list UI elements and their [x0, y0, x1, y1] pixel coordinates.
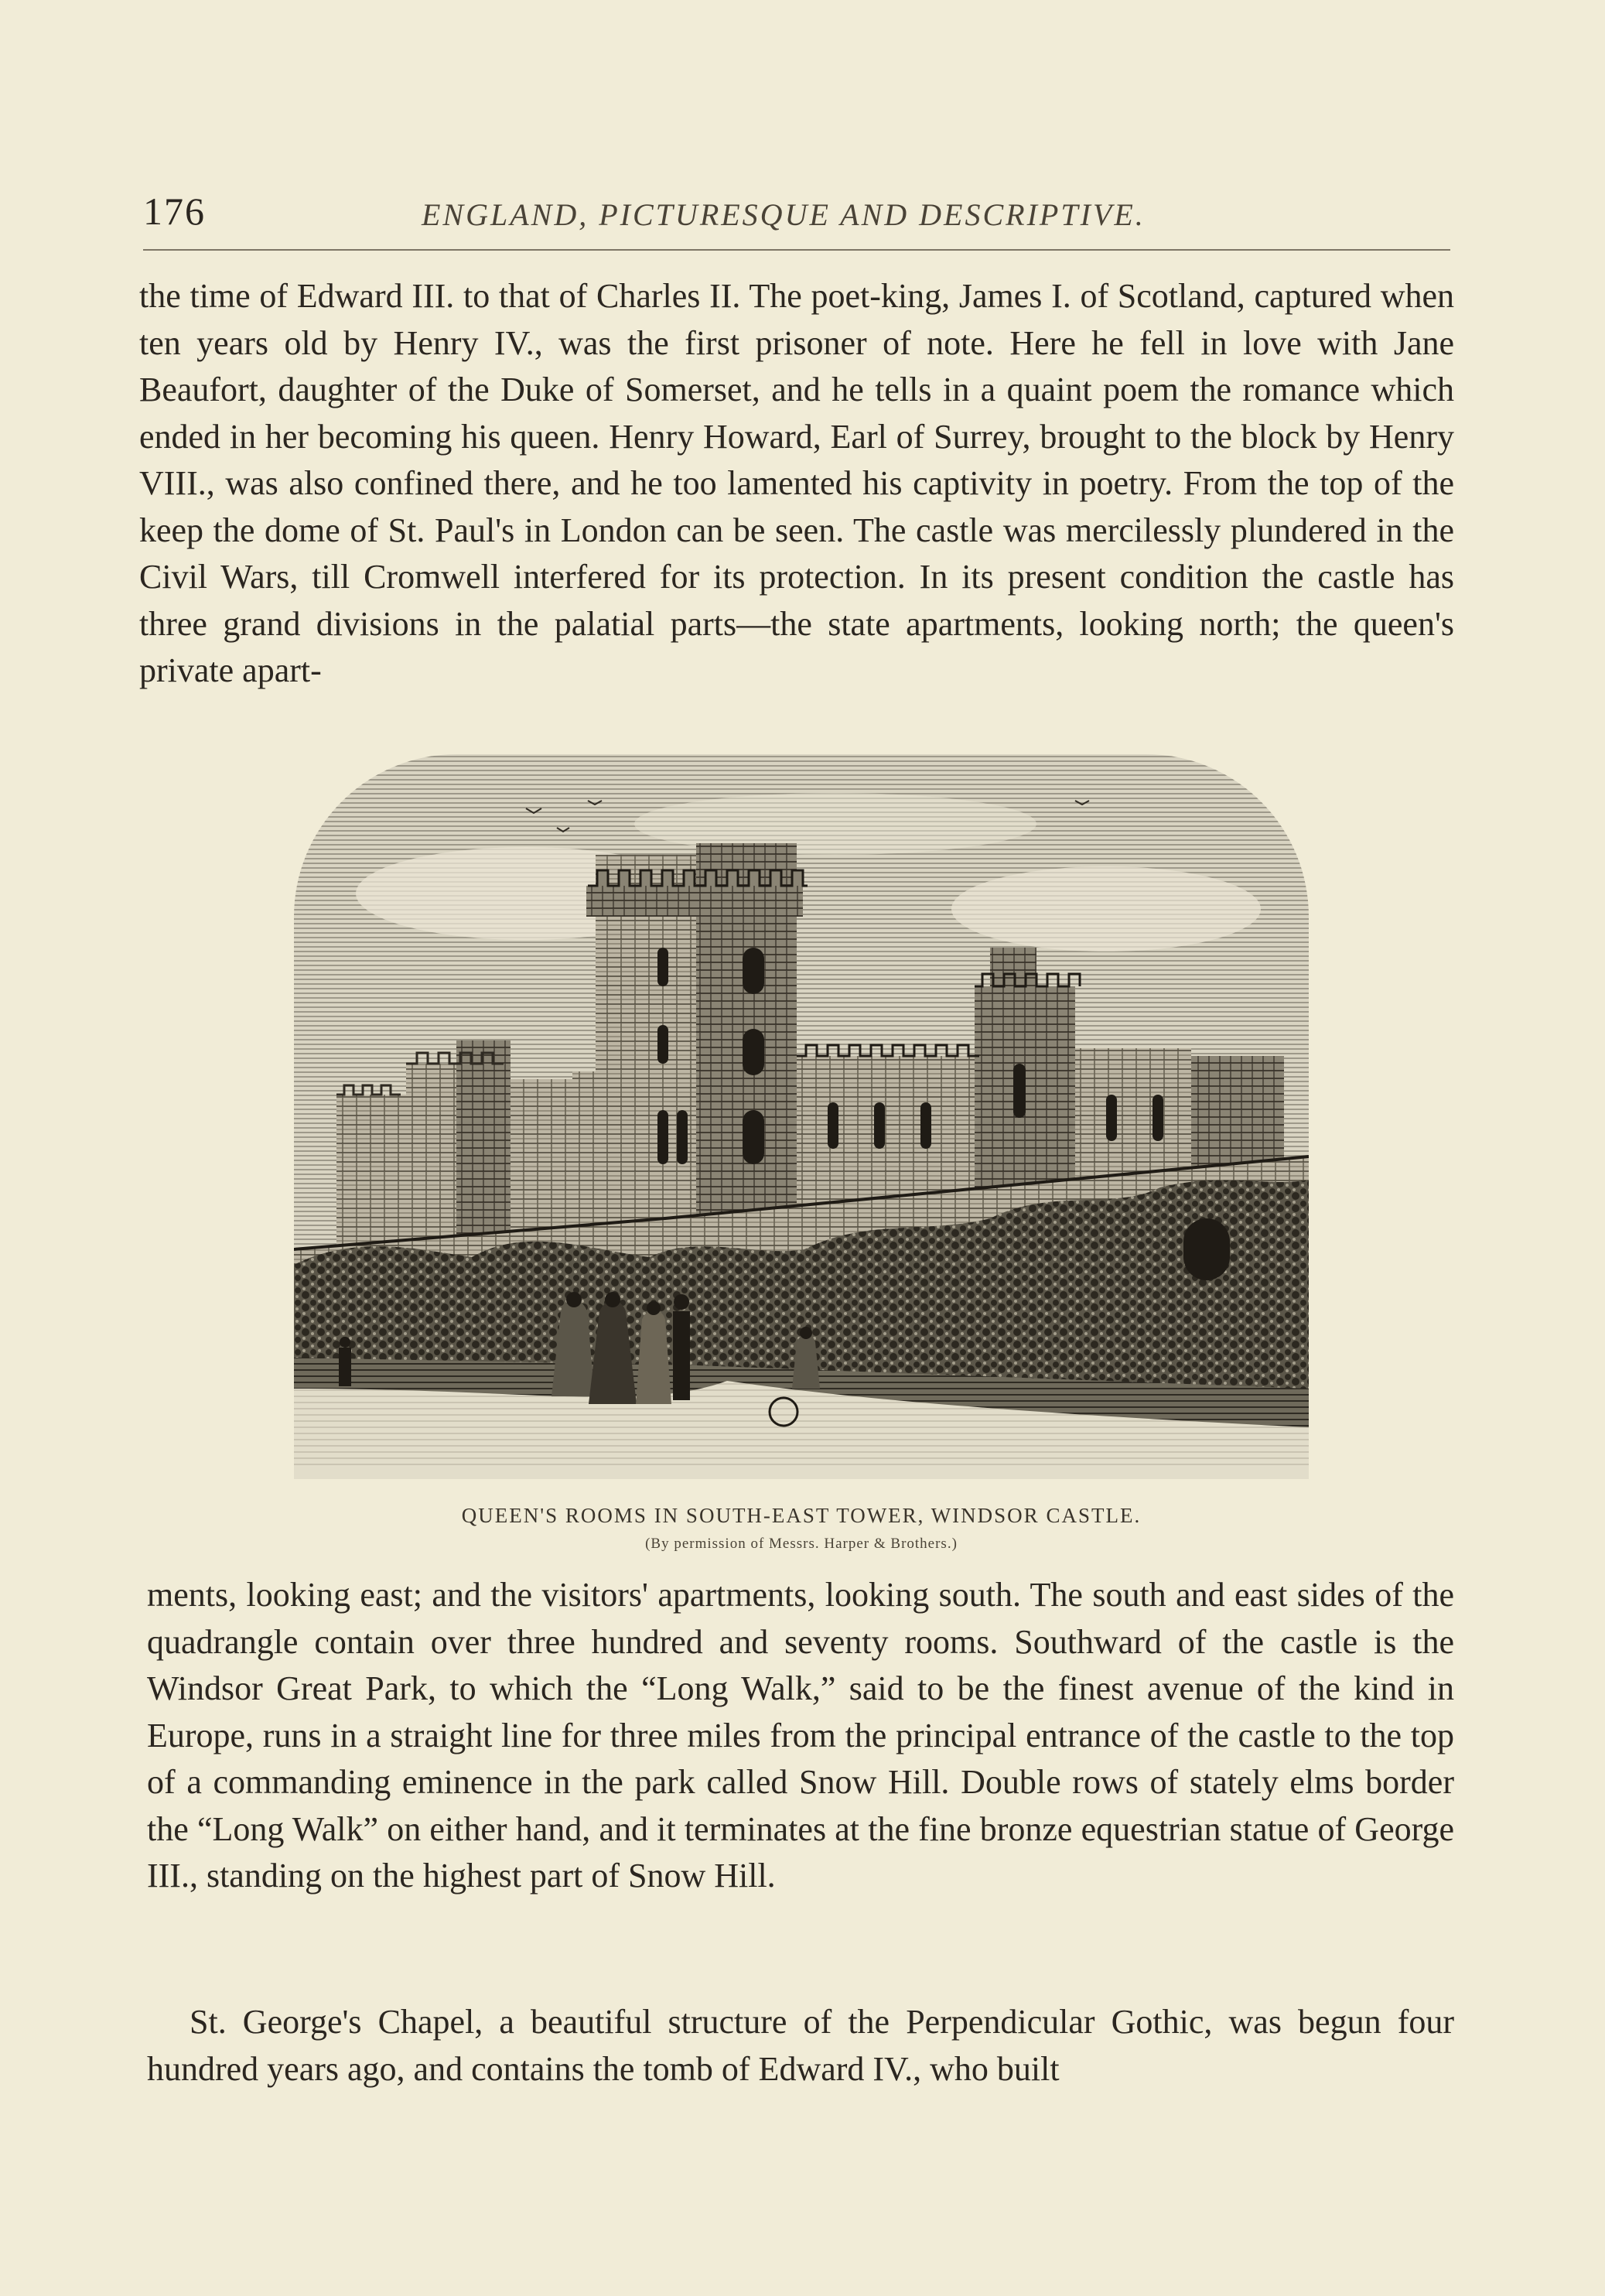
paragraph-2: ments, looking east; and the visitors' apartments, looking south. The south and east sides of the quadrangle contain over three hundred and seventy rooms. Southward of the castle is the Windsor Great Park, to which the “Long Walk,” said to be the finest avenue of the kind in Europe, runs in a straight line for three miles from the principal entrance of the castle to the top of a commanding eminence in the park called Snow Hill. Double rows of stately elms border the “Long Walk” on either hand, and it terminates at the fine bronze equestrian statue of George III., standing on the highest part of Snow Hill. [147, 1576, 1454, 1895]
page-header [143, 187, 1450, 251]
paragraph-3: St. George's Chapel, a beautiful structure of the Perpendicular Gothic, was begun four hundred years ago, and contains the tomb of Edward IV., who built [147, 2003, 1454, 2088]
running-head: ENGLAND, PICTURESQUE AND DESCRIPTIVE. [422, 197, 1146, 232]
engraving-illustration [294, 754, 1309, 1479]
page-number: 176 [143, 190, 206, 233]
figure-caption: QUEEN'S ROOMS IN SOUTH-EAST TOWER, WINDSOR CASTLE. [461, 1504, 1142, 1527]
figure-credit: (By permission of Messrs. Harper & Brothers.) [645, 1536, 958, 1552]
paragraph-1: the time of Edward III. to that of Charles II. The poet-king, James I. of Scotland, captured when ten years old by Henry IV., was the first prisoner of note. Here he fell in love with Jane Beaufort, daughter of the Duke of Somerset, and he tells in a quaint poem the romance which ended in her becoming his queen. Henry Howard, Earl of Surrey, brought to the block by Henry VIII., was also confined there, and he too lamented his captivity in poetry. From the top of the keep the dome of St. Paul's in London can be seen. The castle was mercilessly plundered in the Civil Wars, till Cromwell interfered for its protection. In its present condition the castle has three grand divisions in the palatial parts—the state apartments, looking north; the queen's private apart- [139, 277, 1454, 689]
